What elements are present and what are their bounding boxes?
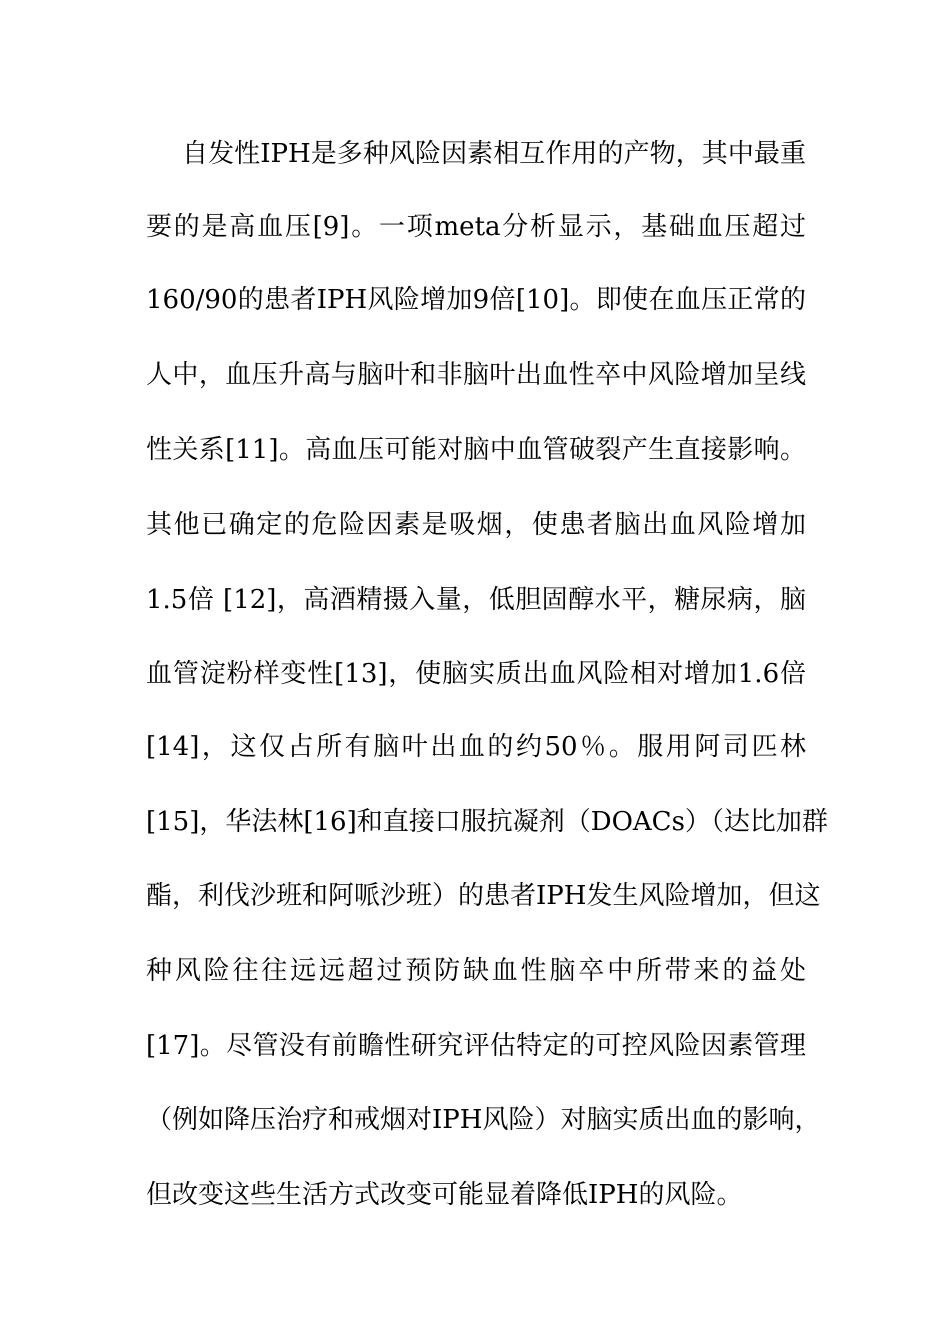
paragraph-line-7: 1.5倍 [12]，高酒精摄入量，低胆固醇水平，糖尿病，脑 — [146, 585, 806, 615]
paragraph-line-13: [17]。尽管没有前瞻性研究评估特定的可控风险因素管理 — [146, 1031, 806, 1061]
paragraph-line-12: 种风险往往远远超过预防缺血性脑卒中所带来的益处 — [146, 956, 806, 986]
paragraph-line-1: 自发性IPH是多种风险因素相互作用的产物，其中最重 — [182, 139, 806, 169]
paragraph-line-5: 性关系[11]。高血压可能对脑中血管破裂产生直接影响。 — [146, 435, 806, 465]
paragraph-line-3: 160/90的患者IPH风险增加9倍[10]。即使在血压正常的 — [146, 285, 806, 315]
paragraph-line-6: 其他已确定的危险因素是吸烟，使患者脑出血风险增加 — [146, 510, 806, 540]
paragraph-line-15: 但改变这些生活方式改变可能显着降低IPH的风险。 — [146, 1180, 743, 1210]
paragraph-line-2: 要的是高血压[9]。一项meta分析显示，基础血压超过 — [146, 212, 806, 242]
paragraph-line-10: [15]，华法林[16]和直接口服抗凝剂（DOACs）（达比加群 — [146, 807, 828, 837]
paragraph-line-14: （例如降压治疗和戒烟对IPH风险）对脑实质出血的影响， — [146, 1105, 821, 1135]
paragraph-line-8: 血管淀粉样变性[13]，使脑实质出血风险相对增加1.6倍 — [146, 659, 806, 689]
paragraph-line-4: 人中，血压升高与脑叶和非脑叶出血性卒中风险增加呈线 — [146, 360, 806, 390]
paragraph-line-9: [14]，这仅占所有脑叶出血的约50％。服用阿司匹林 — [146, 732, 806, 762]
paragraph-line-11: 酯，利伐沙班和阿哌沙班）的患者IPH发生风险增加，但这 — [146, 881, 821, 911]
